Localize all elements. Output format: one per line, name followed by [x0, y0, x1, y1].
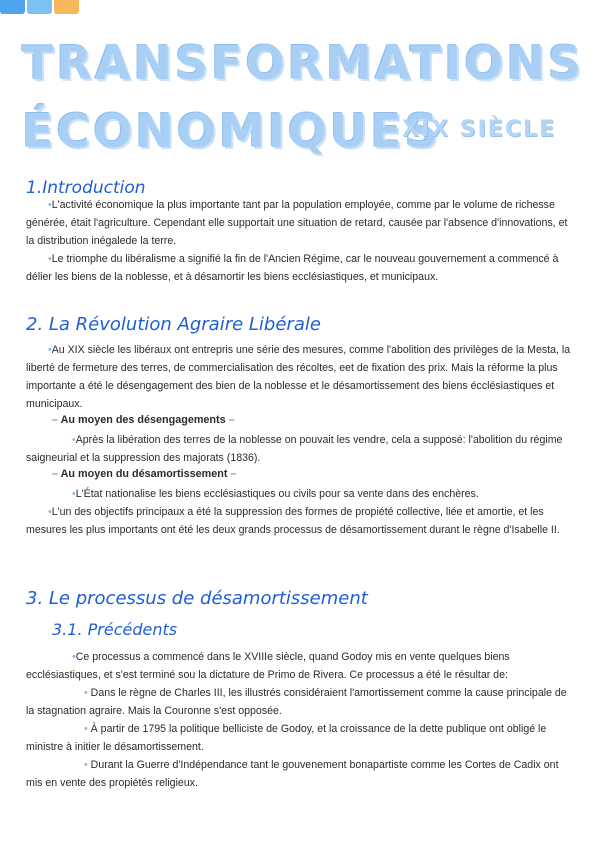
- title-line-2: ÉCONOMIQUES: [22, 104, 441, 158]
- intro-paragraph-1: •L'activité économique la plus importante tant par la population employée, comme par le volume de richesse générée, était l'agriculture. Cependant elle supportait une situation de retard, causée par l'absence d'innovations, et la distribution inégalede la terre.: [26, 199, 568, 247]
- subheading-desengagements: – Au moyen des désengagements –: [52, 414, 235, 426]
- revolution-paragraph-4: •L'un des objectifs principaux a été la suppression des formes de propiété collective, liée et amortie, et les mesures les plus importants ont été les deux grands processus de désamortissement durant le règne d'Isabelle II.: [26, 506, 560, 536]
- revolution-heading: 2. La Révolution Agraire Libérale: [26, 314, 321, 335]
- tab-light-blue: [27, 0, 52, 14]
- century-label: XIX SIÈCLE: [402, 117, 557, 142]
- color-tabs: [0, 0, 81, 14]
- precedents-heading: 3.1. Précédents: [52, 620, 178, 639]
- precedents-bullet-2: • À partir de 1795 la politique belliciste de Godoy, et la croissance de la dette publique ont obligé le ministre à initier le désamortissement.: [26, 723, 547, 753]
- tab-blue: [0, 0, 25, 14]
- processus-heading: 3. Le processus de désamortissement: [26, 588, 368, 609]
- revolution-paragraph-1: •Au XIX siècle les libéraux ont entrepris une série des mesures, comme l'abolition des privilèges de la Mesta, la liberté de fermeture des terres, de commercialisation des récoltes, eet de fixation des prix. Mais la réforme la plus importante a été le désengagement des bien de la noblesse et le désamortissement des biens écclésiastiques et municipaux.: [26, 344, 571, 410]
- precedents-bullet-3: • Durant la Guerre d'Indépendance tant le gouvenement bonapartiste comme les Cortes de Cadix ont mis en vente des propiétés religieux.: [26, 759, 559, 789]
- intro-heading: 1.Introduction: [26, 178, 146, 198]
- intro-paragraph-2: •Le triomphe du libéralisme a signifié la fin de l'Ancien Régime, car le nouveau gouvernement a commencé à délier les biens de la noblesse, et à désamortir les biens ecclésiastiques, et municipaux.: [26, 253, 559, 283]
- subheading-desamortissement: – Au moyen du désamortissement –: [52, 468, 237, 480]
- tab-orange: [54, 0, 79, 14]
- precedents-bullet-1: • Dans le règne de Charles III, les illustrés considéraient l'amortissement comme la cause principale de la stagnation agraire. Mais la Couronne s'est opposée.: [26, 687, 567, 717]
- title-line-1: TRANSFORMATIONS: [22, 36, 585, 90]
- revolution-paragraph-2: •Après la libération des terres de la noblesse on pouvait les vendre, cela a supposé: l'abolition du régime saigneurial et la suppression des majorats (1836).: [26, 434, 563, 464]
- revolution-paragraph-3: •L'État nationalise les biens ecclésiastiques ou civils pour sa vente dans des enchères.: [72, 488, 479, 500]
- processus-paragraph-1: •Ce processus a commencé dans le XVIIIe siècle, quand Godoy mis en vente quelques biens ecclésiastiques, et s'est terminé sou la dictature de Primo de Rivera. Ce processus a été le résultar de:: [26, 651, 510, 681]
